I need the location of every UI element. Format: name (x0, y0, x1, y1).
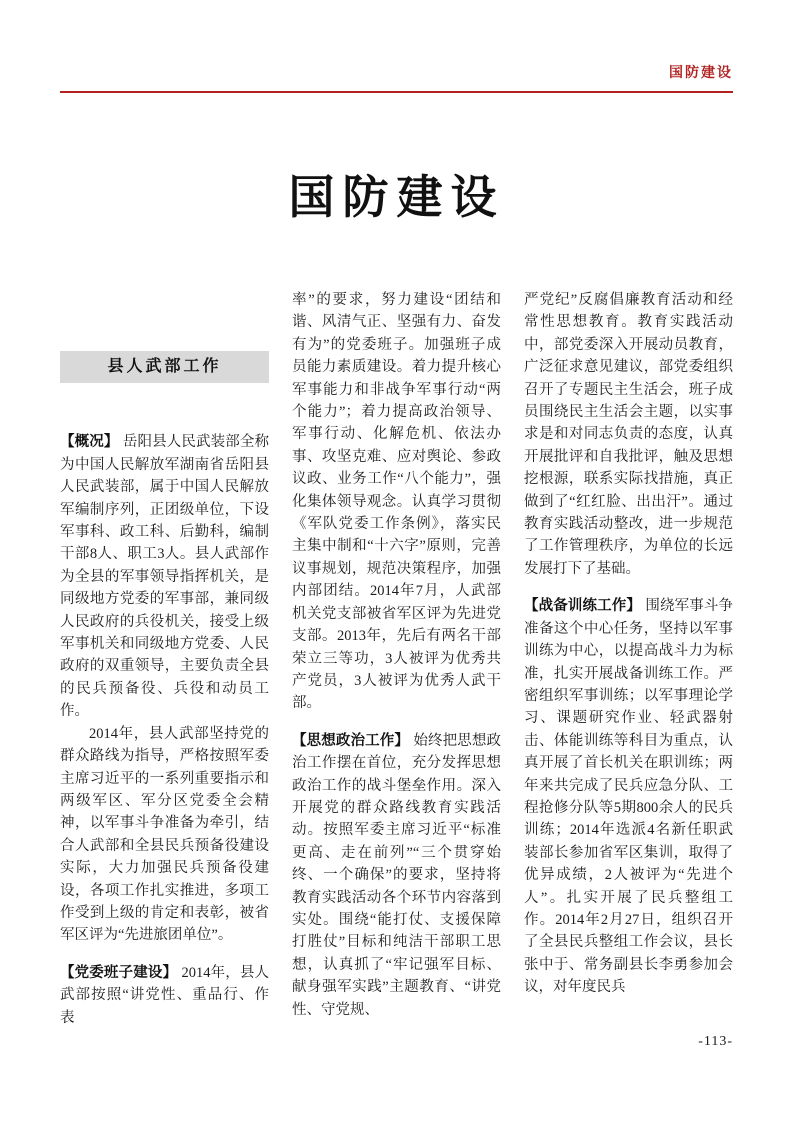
paragraph-tag: 【战备训练工作】 (524, 598, 642, 615)
paragraph (524, 595, 733, 998)
paragraph-text: 2014年，县人武部坚持党的群众路线为指导，严格按照军委主席习近平的一系列重要指示和两级军区、军分区党委全会精神，以军事斗争准备为牵引，结合人武部和全县民兵预备役建设实际，大力加强民兵预备役建设，各项工作扎实推进，多项工作受到上级的肯定和表彰，被省军区评为“先进旅团单位”。 (60, 725, 269, 944)
paragraph-text: 围绕军事斗争准备这个中心任务，坚持以军事训练为中心，以提高战斗力为标准，扎实开展战备训练工作。严密组织军事训练；以军事理论学习、课题研究作业、轻武器射击、体能训练等科目为重点，认真开展了首长机关在职训练；两年来共完成了民兵应急分队、工程抢修分队等5期800余人的民兵训练；2014年选派4名新任职武装部长参加省军区集训，取得了优异成绩，2人被评为“先进个人”。扎实开展了民兵整组工作。2014年2月27日，组织召开了全县民兵整组工作会议，县长张中于、常务副县长李勇参加会议，对年度民兵 (524, 598, 734, 996)
paragraph-text: 岳阳县人民武装部全称为中国人民解放军湖南省岳阳县人民武装部，属于中国人民解放军编制序列，正团级单位，下设军事科、政工科、后勤科，编制干部8人、职工3人。县人武部作为全县的军事领导指挥机关，是同级地方党委的军事部，兼同级人民政府的兵役机关，接受上级军事机关和同级地方党委、人民政府的双重领导，主要负责全县的民兵预备役、兵役和动员工作。 (60, 434, 270, 720)
paragraph (60, 723, 269, 947)
paragraph-tag: 【概况】 (60, 434, 119, 451)
paragraph (292, 730, 501, 1021)
text-columns (60, 289, 733, 1029)
section-header-box (60, 351, 269, 383)
paragraph (60, 962, 269, 1029)
column-right (524, 289, 733, 1029)
paragraph-text: 严党纪”反腐倡廉教育活动和经常性思想教育。教育实践活动中，部党委深入开展动员教育，广泛征求意见建议，部党委组织召开了专题民主生活会，班子成员围绕民主生活会主题，以实事求是和对同志负责的态度，认真开展批评和自我批评，触及思想挖根源，联系实际找措施，真正做到了“红红脸、出出汗”。通过教育实践活动整改，进一步规范了工作管理秩序，为单位的长远发展打下了基础。 (524, 292, 733, 577)
paragraph (524, 289, 733, 580)
page-number: -113- (698, 1034, 733, 1049)
paragraph-tag: 【党委班子建设】 (60, 964, 178, 981)
paragraph-text: 率”的要求，努力建设“团结和谐、风清气正、坚强有力、奋发有为”的党委班子。加强班子成员能力素质建设。着力提升核心军事能力和非战争军事行动“两个能力”；着力提高政治领导、军事行动、化解危机、依法办事、攻坚克难、应对舆论、参政议政、业务工作“八个能力”，强化集体领导观念。认真学习贯彻《军队党委工作条例》，落实民主集中制和“十六字”原则，完善议事规划，规范决策程序，加强内部团结。2014年7月，人武部机关党支部被省军区评为先进党支部。2013年，先后有两名干部荣立三等功，3人被评为优秀共产党员，3人被评为优秀人武干部。 (292, 292, 501, 712)
paragraph (292, 289, 501, 715)
paragraph (60, 431, 269, 722)
paragraph-text: 2014年，县人武部按照“讲党性、重品行、作表 (60, 964, 270, 1026)
paragraph-tag: 【思想政治工作】 (292, 732, 410, 749)
column-middle (292, 289, 501, 1029)
page-header (60, 0, 733, 82)
header-section-label: 国防建设 (669, 64, 733, 80)
page-title: 国防建设 (288, 171, 505, 223)
paragraph-text: 始终把思想政治工作摆在首位，充分发挥思想政治工作的战斗堡垒作用。深入开展党的群众路线教育实践活动。按照军委主席习近平“标准更高、走在前列”“三个贯穿始终、一个确保”的要求，坚持将教育实践活动各个环节内容落到实处。围绕“能打仗、支援保障打胜仗”目标和纯洁干部职工思想，认真抓了“牢记强军目标、献身强军实践”主题教育、“讲党性、守党规、 (292, 732, 502, 1018)
header-rule (60, 91, 733, 93)
section-header-label: 县人武部工作 (107, 358, 222, 375)
column-left (60, 289, 269, 1029)
